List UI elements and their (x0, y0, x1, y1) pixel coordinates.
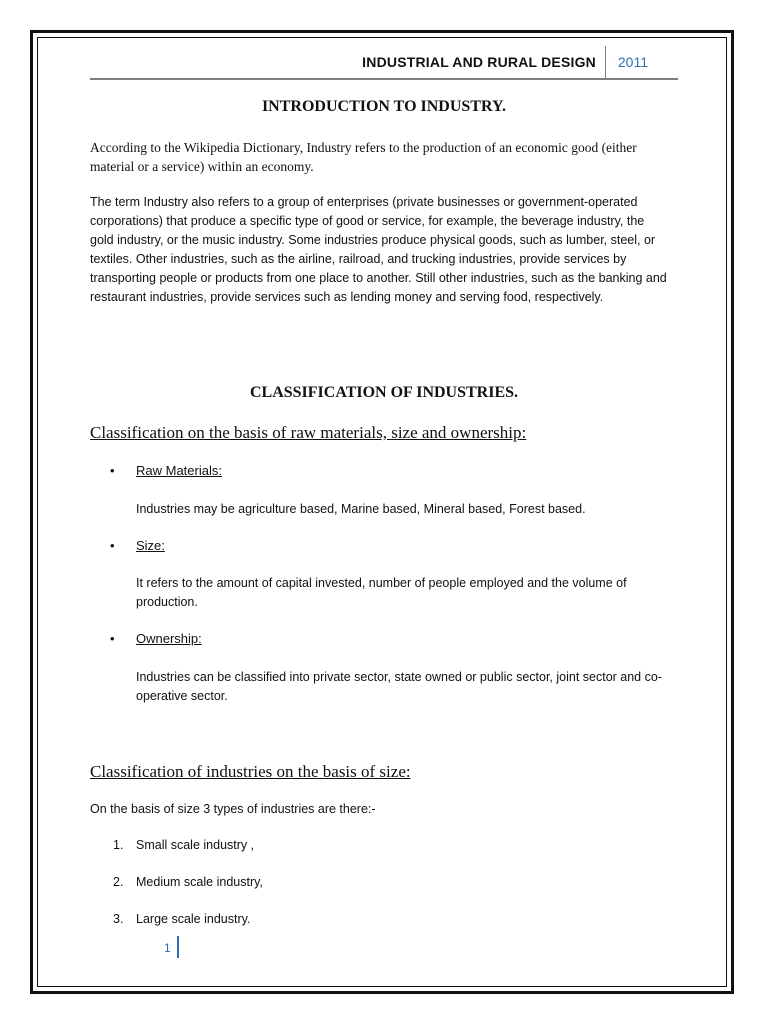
header-separator (605, 46, 606, 78)
header-year: 2011 (617, 54, 648, 70)
bullet-label: Raw Materials: (136, 463, 222, 478)
classification-heading: CLASSIFICATION OF INDUSTRIES. (249, 384, 519, 401)
classification-subheading-1: Classification on the basis of raw materials, size and ownership: (90, 423, 527, 442)
bullet-dot: • (110, 538, 115, 553)
page-header (90, 46, 678, 80)
list-text: Small scale industry , (136, 838, 255, 852)
list-number: 3. (113, 912, 124, 926)
bullet-text-ownership: Industries can be classified into private sector, state owned or public sector, joint sector and co-operative sector. (136, 670, 662, 703)
bullet-dot: • (110, 631, 115, 646)
size-intro-text: On the basis of size 3 types of industries are there:- (90, 802, 376, 816)
intro-paragraph-2: The term Industry also refers to a group of enterprises (private businesses or government-operated corporations) that produce a specific type of good or service, for example, the beverage industry, the gold industry, or the music industry. Some industries produce physical goods, such as lumber, steel, or textiles. Other industries, such as the airline, railroad, and trucking industries, provide services by transporting people or products from one place to another. Still other industries, such as the banking and restaurant industries, provide services such as lending money and serving food, respectively. (90, 195, 667, 304)
intro-paragraph-1: According to the Wikipedia Dictionary, Industry refers to the production of an economic good (either material or a service) within an economy. (90, 140, 637, 174)
classification-subheading-2: Classification of industries on the basis of size: (90, 762, 411, 781)
bullet-text-size: It refers to the amount of capital invested, number of people employed and the volume of production. (136, 576, 627, 609)
bullet-label: Ownership: (136, 631, 202, 646)
page-number-bar (177, 936, 179, 958)
page-number: 1 (164, 941, 171, 955)
bullet-dot: • (110, 463, 115, 478)
list-number: 1. (113, 838, 124, 852)
list-text: Large scale industry. (136, 912, 251, 926)
list-text: Medium scale industry, (136, 875, 263, 889)
bullet-text-raw-materials: Industries may be agriculture based, Marine based, Mineral based, Forest based. (136, 502, 586, 516)
header-title: INDUSTRIAL AND RURAL DESIGN (362, 54, 596, 70)
list-number: 2. (113, 875, 124, 889)
intro-heading: INTRODUCTION TO INDUSTRY. (261, 98, 507, 115)
bullet-label: Size: (136, 538, 165, 553)
